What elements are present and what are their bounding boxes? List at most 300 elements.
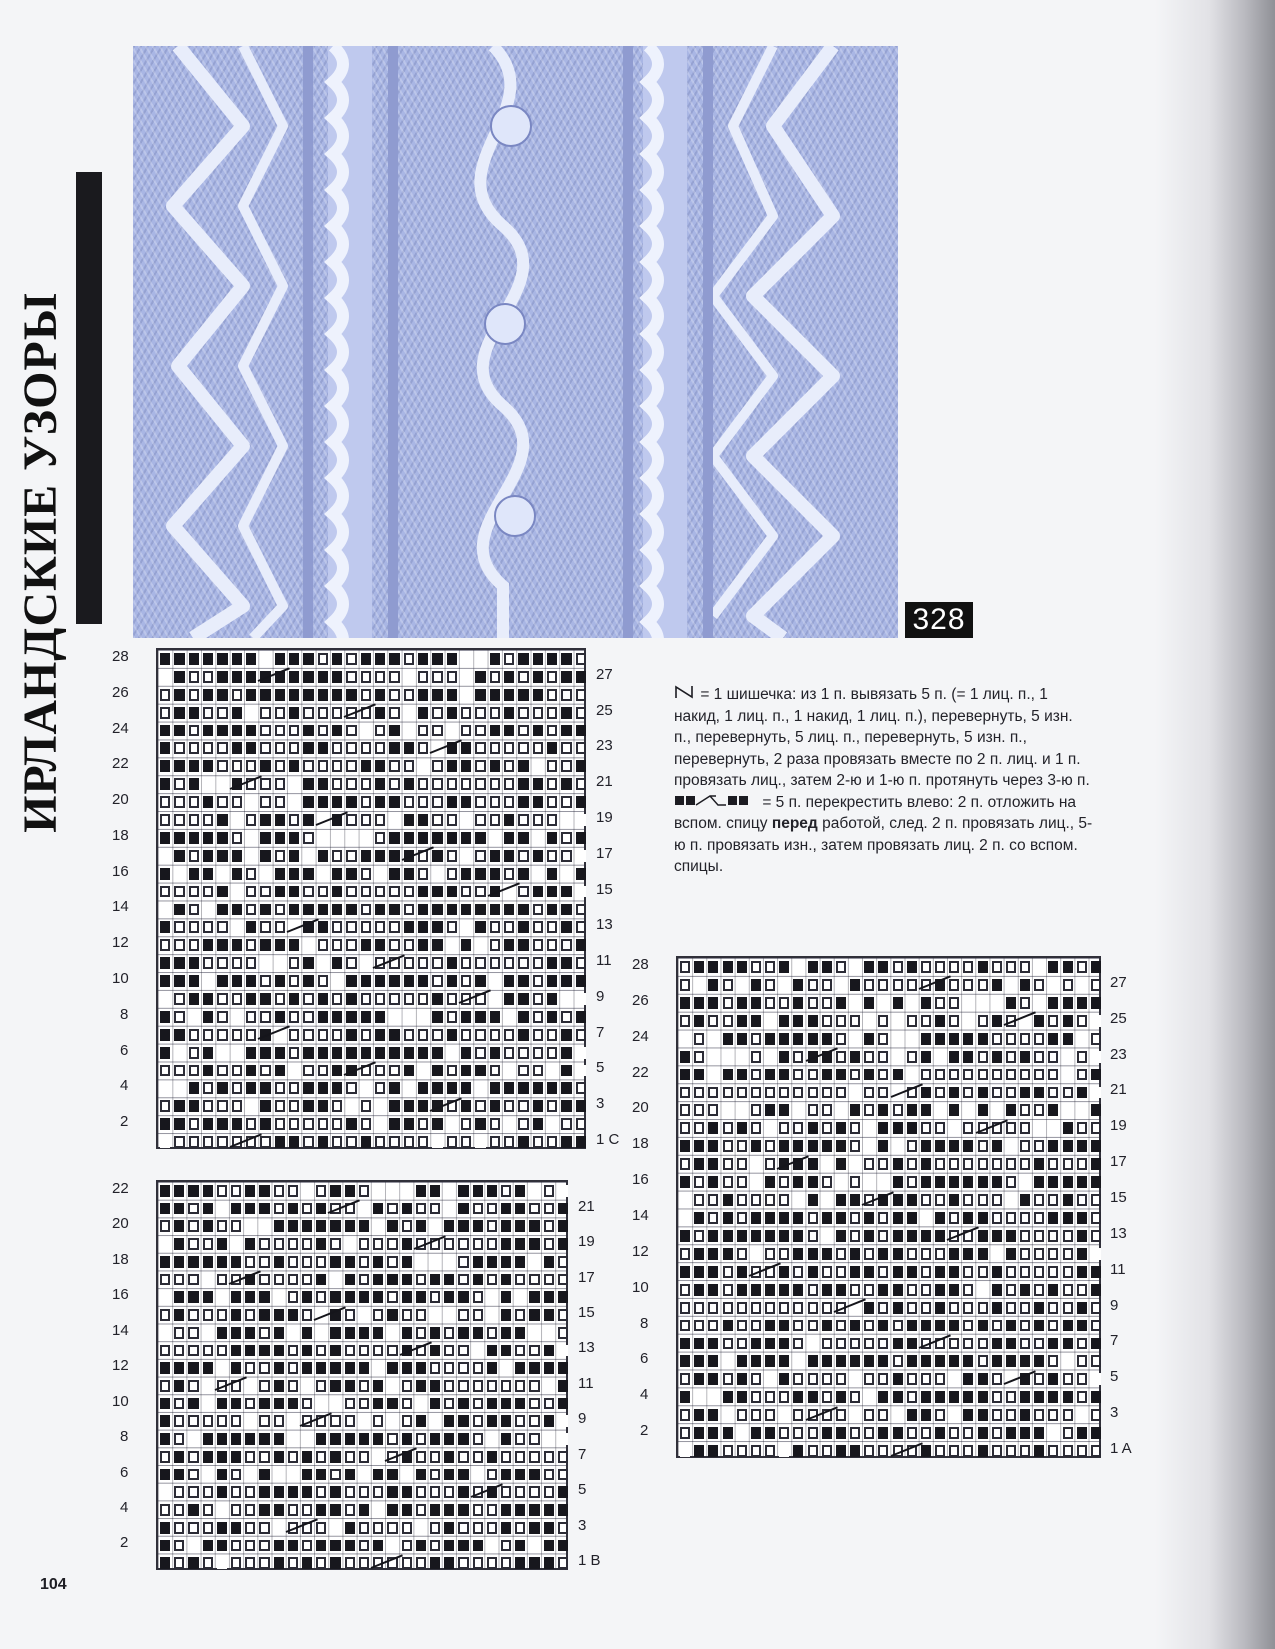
empty-stitch-cell — [160, 671, 170, 683]
empty-stitch-cell — [1063, 1051, 1073, 1063]
purl-stitch-cell — [389, 778, 399, 790]
purl-stitch-cell — [1048, 1051, 1058, 1063]
chart-row-label-left: 14 — [112, 1321, 129, 1339]
purl-stitch-cell — [432, 707, 442, 719]
knit-stitch-cell — [723, 1212, 733, 1224]
purl-stitch-cell — [375, 1082, 385, 1094]
empty-stitch-cell — [850, 1373, 860, 1385]
empty-stitch-cell — [576, 1047, 586, 1059]
knit-stitch-cell — [259, 1504, 269, 1516]
purl-stitch-cell — [680, 1284, 690, 1296]
knit-stitch-cell — [561, 921, 571, 933]
purl-stitch-cell — [303, 707, 313, 719]
chart-row-label-left: 26 — [632, 991, 649, 1009]
purl-stitch-cell — [444, 1486, 454, 1498]
empty-stitch-cell — [260, 653, 270, 665]
knit-stitch-cell — [547, 868, 557, 880]
empty-stitch-cell — [217, 1047, 227, 1059]
purl-stitch-cell — [260, 1136, 270, 1148]
empty-stitch-cell — [878, 1176, 888, 1188]
knit-stitch-cell — [1020, 1409, 1030, 1421]
purl-stitch-cell — [1077, 1355, 1087, 1367]
knit-stitch-cell — [765, 1284, 775, 1296]
chart-row-label-right: 25 — [596, 701, 613, 719]
knit-stitch-cell — [458, 1433, 468, 1445]
purl-stitch-cell — [418, 671, 428, 683]
purl-stitch-cell — [765, 1409, 775, 1421]
knit-stitch-cell — [259, 1309, 269, 1321]
knit-stitch-cell — [458, 1291, 468, 1303]
empty-stitch-cell — [533, 868, 543, 880]
purl-stitch-cell — [808, 1320, 818, 1332]
empty-stitch-cell — [430, 1309, 440, 1321]
purl-stitch-cell — [878, 1338, 888, 1350]
knit-stitch-cell — [737, 1069, 747, 1081]
purl-stitch-cell — [359, 1486, 369, 1498]
purl-stitch-cell — [432, 957, 442, 969]
purl-stitch-cell — [332, 1136, 342, 1148]
knit-stitch-cell — [174, 975, 184, 987]
purl-stitch-cell — [289, 957, 299, 969]
purl-stitch-cell — [765, 979, 775, 991]
knit-stitch-cell — [432, 1065, 442, 1077]
empty-stitch-cell — [416, 1398, 426, 1410]
purl-stitch-cell — [288, 1380, 298, 1392]
purl-stitch-cell — [416, 1451, 426, 1463]
purl-stitch-cell — [332, 742, 342, 754]
knit-stitch-cell — [808, 1248, 818, 1260]
knit-stitch-cell — [708, 1445, 718, 1457]
purl-stitch-cell — [346, 1082, 356, 1094]
purl-stitch-cell — [1077, 1338, 1087, 1350]
purl-stitch-cell — [174, 796, 184, 808]
chart-row-label-right: 17 — [596, 844, 613, 862]
purl-stitch-cell — [963, 979, 973, 991]
knit-stitch-cell — [1091, 1069, 1101, 1081]
purl-stitch-cell — [404, 689, 414, 701]
knit-stitch-cell — [1091, 1427, 1101, 1439]
purl-stitch-cell — [515, 1274, 525, 1286]
knit-stitch-cell — [289, 868, 299, 880]
knit-stitch-cell — [174, 1185, 184, 1197]
empty-stitch-cell — [447, 1118, 457, 1130]
purl-stitch-cell — [203, 921, 213, 933]
purl-stitch-cell — [544, 1185, 554, 1197]
purl-stitch-cell — [203, 957, 213, 969]
empty-stitch-cell — [188, 1433, 198, 1445]
empty-stitch-cell — [949, 1122, 959, 1134]
purl-stitch-cell — [346, 886, 356, 898]
knit-stitch-cell — [1077, 1248, 1087, 1260]
knit-stitch-cell — [850, 1194, 860, 1206]
knit-stitch-cell — [302, 1486, 312, 1498]
knit-stitch-cell — [978, 1427, 988, 1439]
purl-stitch-cell — [501, 1451, 511, 1463]
knit-stitch-cell — [907, 1355, 917, 1367]
knit-stitch-cell — [387, 1486, 397, 1498]
purl-stitch-cell — [174, 1504, 184, 1516]
knit-stitch-cell — [203, 832, 213, 844]
knit-stitch-cell — [404, 868, 414, 880]
purl-stitch-cell — [160, 1220, 170, 1232]
purl-stitch-cell — [289, 1082, 299, 1094]
knit-stitch-cell — [935, 1033, 945, 1045]
purl-stitch-cell — [490, 796, 500, 808]
purl-stitch-cell — [404, 993, 414, 1005]
empty-stitch-cell — [1063, 1069, 1073, 1081]
knit-stitch-cell — [978, 1445, 988, 1457]
purl-stitch-cell — [346, 850, 356, 862]
empty-stitch-cell — [949, 1373, 959, 1385]
purl-stitch-cell — [404, 957, 414, 969]
knit-stitch-cell — [203, 1451, 213, 1463]
knit-stitch-cell — [561, 671, 571, 683]
knit-stitch-cell — [361, 653, 371, 665]
knit-stitch-cell — [949, 1087, 959, 1099]
legend-cross-text-after: работой, след. 2 п. провязать лиц., 5-ю п. провязать изн., затем провязать лиц. 2 п. со вспом. спицы. — [674, 815, 1093, 876]
empty-stitch-cell — [992, 1248, 1002, 1260]
knit-stitch-cell — [893, 1284, 903, 1296]
purl-stitch-cell — [361, 796, 371, 808]
empty-stitch-cell — [723, 1104, 733, 1116]
chart-row-label-right: 3 — [578, 1516, 587, 1534]
purl-stitch-cell — [504, 742, 514, 754]
knit-stitch-cell — [373, 1256, 383, 1268]
purl-stitch-cell — [303, 886, 313, 898]
knit-stitch-cell — [160, 778, 170, 790]
knit-stitch-cell — [1077, 1212, 1087, 1224]
purl-stitch-cell — [793, 1051, 803, 1063]
knit-stitch-cell — [1020, 1087, 1030, 1099]
knit-stitch-cell — [232, 671, 242, 683]
purl-stitch-cell — [302, 1504, 312, 1516]
purl-stitch-cell — [751, 1320, 761, 1332]
purl-stitch-cell — [203, 1415, 213, 1427]
empty-stitch-cell — [501, 1362, 511, 1374]
knit-stitch-cell — [793, 1015, 803, 1027]
empty-stitch-cell — [432, 868, 442, 880]
purl-stitch-cell — [893, 1320, 903, 1332]
empty-stitch-cell — [935, 1104, 945, 1116]
knit-stitch-cell — [515, 1469, 525, 1481]
knit-stitch-cell — [189, 975, 199, 987]
knit-stitch-cell — [1077, 1427, 1087, 1439]
purl-stitch-cell — [1048, 1445, 1058, 1457]
knit-stitch-cell — [547, 975, 557, 987]
purl-stitch-cell — [504, 1136, 514, 1148]
purl-stitch-cell — [737, 1140, 747, 1152]
knit-stitch-cell — [949, 1284, 959, 1296]
purl-stitch-cell — [203, 1029, 213, 1041]
purl-stitch-cell — [737, 1445, 747, 1457]
purl-stitch-cell — [576, 1029, 586, 1041]
knit-stitch-cell — [288, 1486, 298, 1498]
purl-stitch-cell — [518, 886, 528, 898]
chart-row-label-right: 11 — [596, 952, 612, 970]
knit-stitch-cell — [174, 1451, 184, 1463]
empty-stitch-cell — [404, 725, 414, 737]
knit-stitch-cell — [1091, 997, 1101, 1009]
purl-stitch-cell — [416, 1486, 426, 1498]
knit-stitch-cell — [963, 1373, 973, 1385]
empty-stitch-cell — [793, 1355, 803, 1367]
knit-stitch-cell — [217, 850, 227, 862]
knit-stitch-cell — [473, 1220, 483, 1232]
purl-stitch-cell — [318, 653, 328, 665]
knit-stitch-cell — [504, 707, 514, 719]
purl-stitch-cell — [992, 1391, 1002, 1403]
purl-stitch-cell — [259, 1256, 269, 1268]
purl-stitch-cell — [544, 1451, 554, 1463]
purl-stitch-cell — [1034, 979, 1044, 991]
purl-stitch-cell — [864, 1087, 874, 1099]
purl-stitch-cell — [1034, 1194, 1044, 1206]
purl-stitch-cell — [288, 1451, 298, 1463]
knit-stitch-cell — [203, 1362, 213, 1374]
knit-stitch-cell — [533, 796, 543, 808]
knit-stitch-cell — [231, 1309, 241, 1321]
knit-stitch-cell — [389, 725, 399, 737]
knit-stitch-cell — [708, 979, 718, 991]
purl-stitch-cell — [461, 1118, 471, 1130]
knit-stitch-cell — [418, 814, 428, 826]
knit-stitch-cell — [561, 1082, 571, 1094]
purl-stitch-cell — [1006, 1087, 1016, 1099]
knit-stitch-cell — [1077, 1266, 1087, 1278]
knit-stitch-cell — [387, 1309, 397, 1321]
purl-stitch-cell — [203, 1522, 213, 1534]
empty-stitch-cell — [361, 725, 371, 737]
purl-stitch-cell — [850, 1140, 860, 1152]
purl-stitch-cell — [231, 1486, 241, 1498]
knit-stitch-cell — [808, 1015, 818, 1027]
empty-stitch-cell — [992, 1104, 1002, 1116]
knit-stitch-cell — [893, 1176, 903, 1188]
knit-stitch-cell — [430, 1398, 440, 1410]
knit-stitch-cell — [561, 1136, 571, 1148]
purl-stitch-cell — [1048, 1230, 1058, 1242]
purl-stitch-cell — [189, 725, 199, 737]
purl-stitch-cell — [217, 921, 227, 933]
purl-stitch-cell — [1006, 961, 1016, 973]
knit-stitch-cell — [694, 997, 704, 1009]
purl-stitch-cell — [1006, 1158, 1016, 1170]
purl-stitch-cell — [473, 1291, 483, 1303]
purl-stitch-cell — [1034, 1248, 1044, 1260]
purl-stitch-cell — [518, 671, 528, 683]
purl-stitch-cell — [432, 778, 442, 790]
knit-stitch-cell — [694, 1338, 704, 1350]
purl-stitch-cell — [1077, 1284, 1087, 1296]
knit-stitch-cell — [473, 1274, 483, 1286]
purl-stitch-cell — [1006, 1212, 1016, 1224]
purl-stitch-cell — [529, 1398, 539, 1410]
purl-stitch-cell — [473, 1415, 483, 1427]
knit-stitch-cell — [447, 796, 457, 808]
knit-stitch-cell — [533, 653, 543, 665]
knit-stitch-cell — [907, 1104, 917, 1116]
purl-stitch-cell — [475, 725, 485, 737]
purl-stitch-cell — [189, 850, 199, 862]
purl-stitch-cell — [723, 1176, 733, 1188]
knit-stitch-cell — [318, 689, 328, 701]
knit-stitch-cell — [361, 760, 371, 772]
knit-stitch-cell — [737, 1284, 747, 1296]
knit-stitch-cell — [765, 1033, 775, 1045]
purl-stitch-cell — [316, 1185, 326, 1197]
empty-stitch-cell — [318, 832, 328, 844]
purl-stitch-cell — [836, 1087, 846, 1099]
purl-stitch-cell — [246, 957, 256, 969]
purl-stitch-cell — [275, 1082, 285, 1094]
knit-stitch-cell — [561, 653, 571, 665]
knit-stitch-cell — [501, 1256, 511, 1268]
purl-stitch-cell — [978, 1051, 988, 1063]
knit-stitch-cell — [779, 1069, 789, 1081]
purl-stitch-cell — [387, 1291, 397, 1303]
purl-stitch-cell — [1077, 1373, 1087, 1385]
knit-stitch-cell — [765, 1069, 775, 1081]
empty-stitch-cell — [779, 979, 789, 991]
knit-stitch-cell — [389, 1029, 399, 1041]
purl-stitch-cell — [359, 1345, 369, 1357]
empty-stitch-cell — [174, 1082, 184, 1094]
purl-stitch-cell — [217, 993, 227, 1005]
purl-stitch-cell — [418, 1029, 428, 1041]
purl-stitch-cell — [416, 1274, 426, 1286]
knit-stitch-cell — [949, 1355, 959, 1367]
knit-stitch-cell — [515, 1185, 525, 1197]
purl-stitch-cell — [260, 742, 270, 754]
empty-stitch-cell — [203, 1274, 213, 1286]
knit-stitch-cell — [332, 868, 342, 880]
empty-stitch-cell — [373, 1185, 383, 1197]
knit-stitch-cell — [330, 1362, 340, 1374]
knit-stitch-cell — [189, 957, 199, 969]
purl-stitch-cell — [259, 1380, 269, 1392]
side-black-bar — [76, 172, 102, 624]
empty-stitch-cell — [444, 1203, 454, 1215]
knit-stitch-cell — [174, 1256, 184, 1268]
purl-stitch-cell — [174, 1540, 184, 1552]
knit-stitch-cell — [160, 725, 170, 737]
knit-stitch-cell — [232, 742, 242, 754]
knit-stitch-cell — [694, 1069, 704, 1081]
purl-stitch-cell — [487, 1203, 497, 1215]
purl-stitch-cell — [1020, 1302, 1030, 1314]
knit-stitch-cell — [302, 1469, 312, 1481]
purl-stitch-cell — [260, 778, 270, 790]
purl-stitch-cell — [992, 961, 1002, 973]
knit-stitch-cell — [303, 1047, 313, 1059]
knit-stitch-cell — [389, 1118, 399, 1130]
knit-stitch-cell — [921, 1033, 931, 1045]
knit-stitch-cell — [935, 1266, 945, 1278]
chart-row-label-left: 8 — [640, 1314, 649, 1332]
purl-stitch-cell — [217, 1136, 227, 1148]
knit-stitch-cell — [680, 1140, 690, 1152]
purl-stitch-cell — [779, 1176, 789, 1188]
knit-stitch-cell — [260, 993, 270, 1005]
purl-stitch-cell — [1006, 1391, 1016, 1403]
knit-stitch-cell — [864, 1033, 874, 1045]
knit-stitch-cell — [189, 1082, 199, 1094]
purl-stitch-cell — [992, 1069, 1002, 1081]
empty-stitch-cell — [1091, 1373, 1101, 1385]
purl-stitch-cell — [558, 1469, 568, 1481]
knit-stitch-cell — [444, 1433, 454, 1445]
purl-stitch-cell — [389, 939, 399, 951]
purl-stitch-cell — [576, 1118, 586, 1130]
knit-stitch-cell — [458, 1398, 468, 1410]
knit-stitch-cell — [160, 1522, 170, 1534]
purl-stitch-cell — [387, 1522, 397, 1534]
purl-stitch-cell — [878, 1158, 888, 1170]
knit-stitch-cell — [274, 1504, 284, 1516]
knit-stitch-cell — [245, 1433, 255, 1445]
knit-stitch-cell — [893, 1122, 903, 1134]
empty-stitch-cell — [444, 1309, 454, 1321]
purl-stitch-cell — [907, 1302, 917, 1314]
knit-stitch-cell — [203, 1185, 213, 1197]
purl-stitch-cell — [402, 1415, 412, 1427]
chart-row-label-left: 16 — [112, 1286, 129, 1304]
purl-stitch-cell — [935, 1069, 945, 1081]
knit-stitch-cell — [561, 1029, 571, 1041]
knit-stitch-cell — [1063, 1320, 1073, 1332]
purl-stitch-cell — [793, 1087, 803, 1099]
knit-stitch-cell — [836, 1122, 846, 1134]
purl-stitch-cell — [1063, 1266, 1073, 1278]
knit-stitch-cell — [174, 957, 184, 969]
knit-stitch-cell — [447, 886, 457, 898]
knit-stitch-cell — [245, 1327, 255, 1339]
empty-stitch-cell — [217, 1504, 227, 1516]
knit-stitch-cell — [259, 1185, 269, 1197]
purl-stitch-cell — [878, 979, 888, 991]
knit-stitch-cell — [345, 1433, 355, 1445]
chart-row-label-left: 14 — [112, 898, 129, 916]
purl-stitch-cell — [737, 1248, 747, 1260]
empty-stitch-cell — [680, 1445, 690, 1457]
knit-stitch-cell — [504, 725, 514, 737]
purl-stitch-cell — [203, 671, 213, 683]
knit-stitch-cell — [189, 707, 199, 719]
empty-stitch-cell — [203, 1380, 213, 1392]
purl-stitch-cell — [893, 1104, 903, 1116]
knit-stitch-cell — [217, 1522, 227, 1534]
empty-stitch-cell — [375, 868, 385, 880]
knit-stitch-cell — [793, 1445, 803, 1457]
purl-stitch-cell — [893, 961, 903, 973]
knit-stitch-cell — [515, 1504, 525, 1516]
empty-stitch-cell — [1006, 1140, 1016, 1152]
knit-stitch-cell — [793, 1230, 803, 1242]
knit-stitch-cell — [907, 1320, 917, 1332]
purl-stitch-cell — [404, 1029, 414, 1041]
purl-stitch-cell — [245, 1540, 255, 1552]
knit-stitch-cell — [949, 1320, 959, 1332]
knit-stitch-cell — [373, 1203, 383, 1215]
knit-stitch-cell — [416, 1415, 426, 1427]
purl-stitch-cell — [680, 1320, 690, 1332]
purl-stitch-cell — [723, 1140, 733, 1152]
knit-stitch-cell — [332, 1082, 342, 1094]
purl-stitch-cell — [402, 1540, 412, 1552]
knit-stitch-cell — [447, 653, 457, 665]
purl-stitch-cell — [1077, 961, 1087, 973]
purl-stitch-cell — [375, 814, 385, 826]
